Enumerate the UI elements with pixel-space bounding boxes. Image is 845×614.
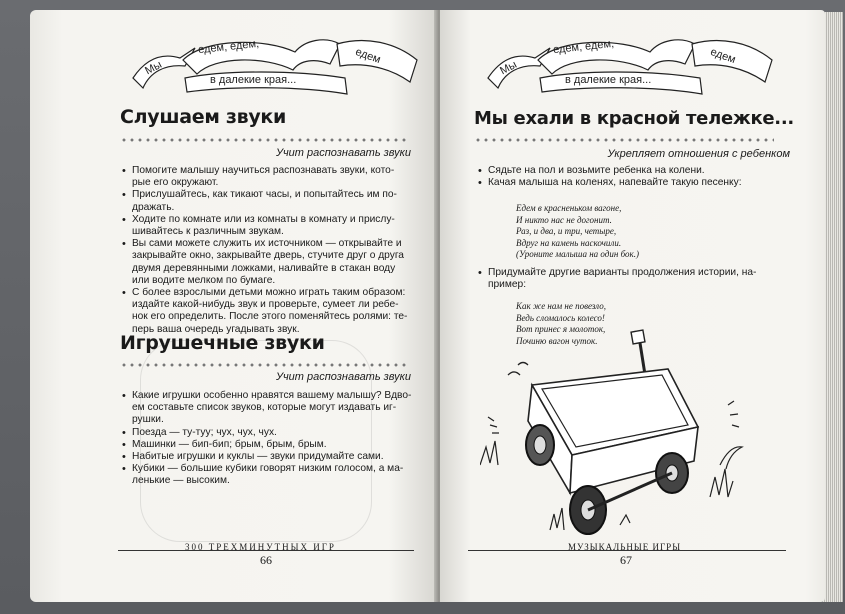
ribbon-banner: [125, 30, 425, 100]
verse-line: Ведь сломалось колесо!: [516, 312, 605, 323]
banner-word-4: в далекие края...: [210, 74, 297, 86]
left-page: [30, 10, 438, 602]
verse-line: Как же нам не повезло,: [516, 301, 606, 311]
section1-list: [122, 165, 412, 336]
dotted-divider: [120, 137, 410, 143]
banner-word-1: Мы: [143, 58, 164, 78]
section-title-toy-sounds: Игрушечные звуки: [120, 332, 325, 354]
list-item: • Ходите по комнате или из комнаты в комнату и прислу-шивайтесь к различным звукам.: [122, 214, 412, 238]
running-footer: 300 ТРЕХМИНУТНЫХ ИГР: [185, 542, 336, 552]
list-item: • Поезда — ту-туу; чух, чух, чух.: [122, 427, 412, 439]
list-item: • Качая малыша на коленях, напевайте такую песенку:: [478, 177, 778, 189]
section-subtitle: Учит распознавать звуки: [275, 371, 411, 383]
right-list-2: [478, 267, 768, 291]
section-subtitle: Учит распознавать звуки: [275, 147, 411, 159]
verse-line: Вот принес я молоток,: [516, 324, 606, 335]
page-number: 66: [260, 553, 272, 567]
verse-line: Вдруг на камень наскочили.: [516, 237, 622, 248]
ribbon-banner: [480, 30, 780, 100]
list-item: • Набитые игрушки и куклы — звуки придумайте сами.: [122, 451, 412, 463]
wagon-illustration: [480, 325, 780, 540]
list-item: • Кубики — большие кубики говорят низким голосом, а ма-ленькие — высоким.: [122, 463, 412, 487]
running-footer: МУЗЫКАЛЬНЫЕ ИГРЫ: [568, 542, 682, 552]
page-title: Мы ехали в красной тележке...: [474, 108, 794, 129]
dotted-divider: [120, 362, 410, 368]
section2-list: [122, 390, 412, 488]
right-list: [478, 165, 778, 189]
list-item: • Придумайте другие варианты продолжения истории, на-пример:: [478, 267, 768, 291]
list-item: • С более взрослыми детьми можно играть таким образом: издайте какой-нибудь звук и проверьте, сумеет ли ребе-нок его определить. После этого поменяйтесь ролями: те-перь ваша очередь угадывать звук.: [122, 287, 412, 336]
verse-line: (Уроните малыша на один бок.): [516, 249, 639, 260]
list-item: • Какие игрушки особенно нравятся вашему малышу? Вдво-ем составьте список звуков, которые могут издавать иг-рушки.: [122, 390, 412, 427]
list-item: • Машинки — бип-бип; брым, брым, брым.: [122, 439, 412, 451]
dotted-divider: [474, 137, 774, 143]
banner-word-3: едем: [708, 45, 738, 67]
list-item: • Сядьте на пол и возьмите ребенка на колени.: [478, 165, 778, 177]
verse-line: Едем в красненьком вагоне,: [516, 203, 622, 213]
verse-line: Починю вагон чуток.: [516, 335, 598, 346]
page-number: 67: [620, 553, 632, 567]
verse-line: Раз, и два, и три, четыре,: [516, 226, 617, 237]
page-edges: [823, 12, 843, 602]
section-title-listening: Слушаем звуки: [120, 106, 287, 128]
list-item: • Прислушайтесь, как тикают часы, и попытайтесь им по-дражать.: [122, 189, 412, 213]
banner-word-3: едем: [353, 45, 383, 67]
list-item: • Помогите малышу научиться распознавать звуки, кото-рые его окружают.: [122, 165, 412, 189]
list-item: • Вы сами можете служить их источником — открывайте и закрывайте окно, закрывайте дверь, стучите друг о друга двумя деревянными ложками, наливайте в стакан воду или водите мелком по бумаге.: [122, 238, 412, 287]
banner-word-1: Мы: [498, 58, 519, 78]
banner-word-4: в далекие края...: [565, 74, 652, 86]
right-page: [440, 10, 825, 602]
section-subtitle: Укрепляет отношения с ребенком: [607, 148, 790, 160]
banner-word-2: едем, едем,: [552, 37, 615, 57]
verse-line: И никто нас не догонит.: [516, 214, 612, 225]
banner-word-2: едем, едем,: [197, 37, 260, 57]
song-verse: [516, 203, 639, 261]
